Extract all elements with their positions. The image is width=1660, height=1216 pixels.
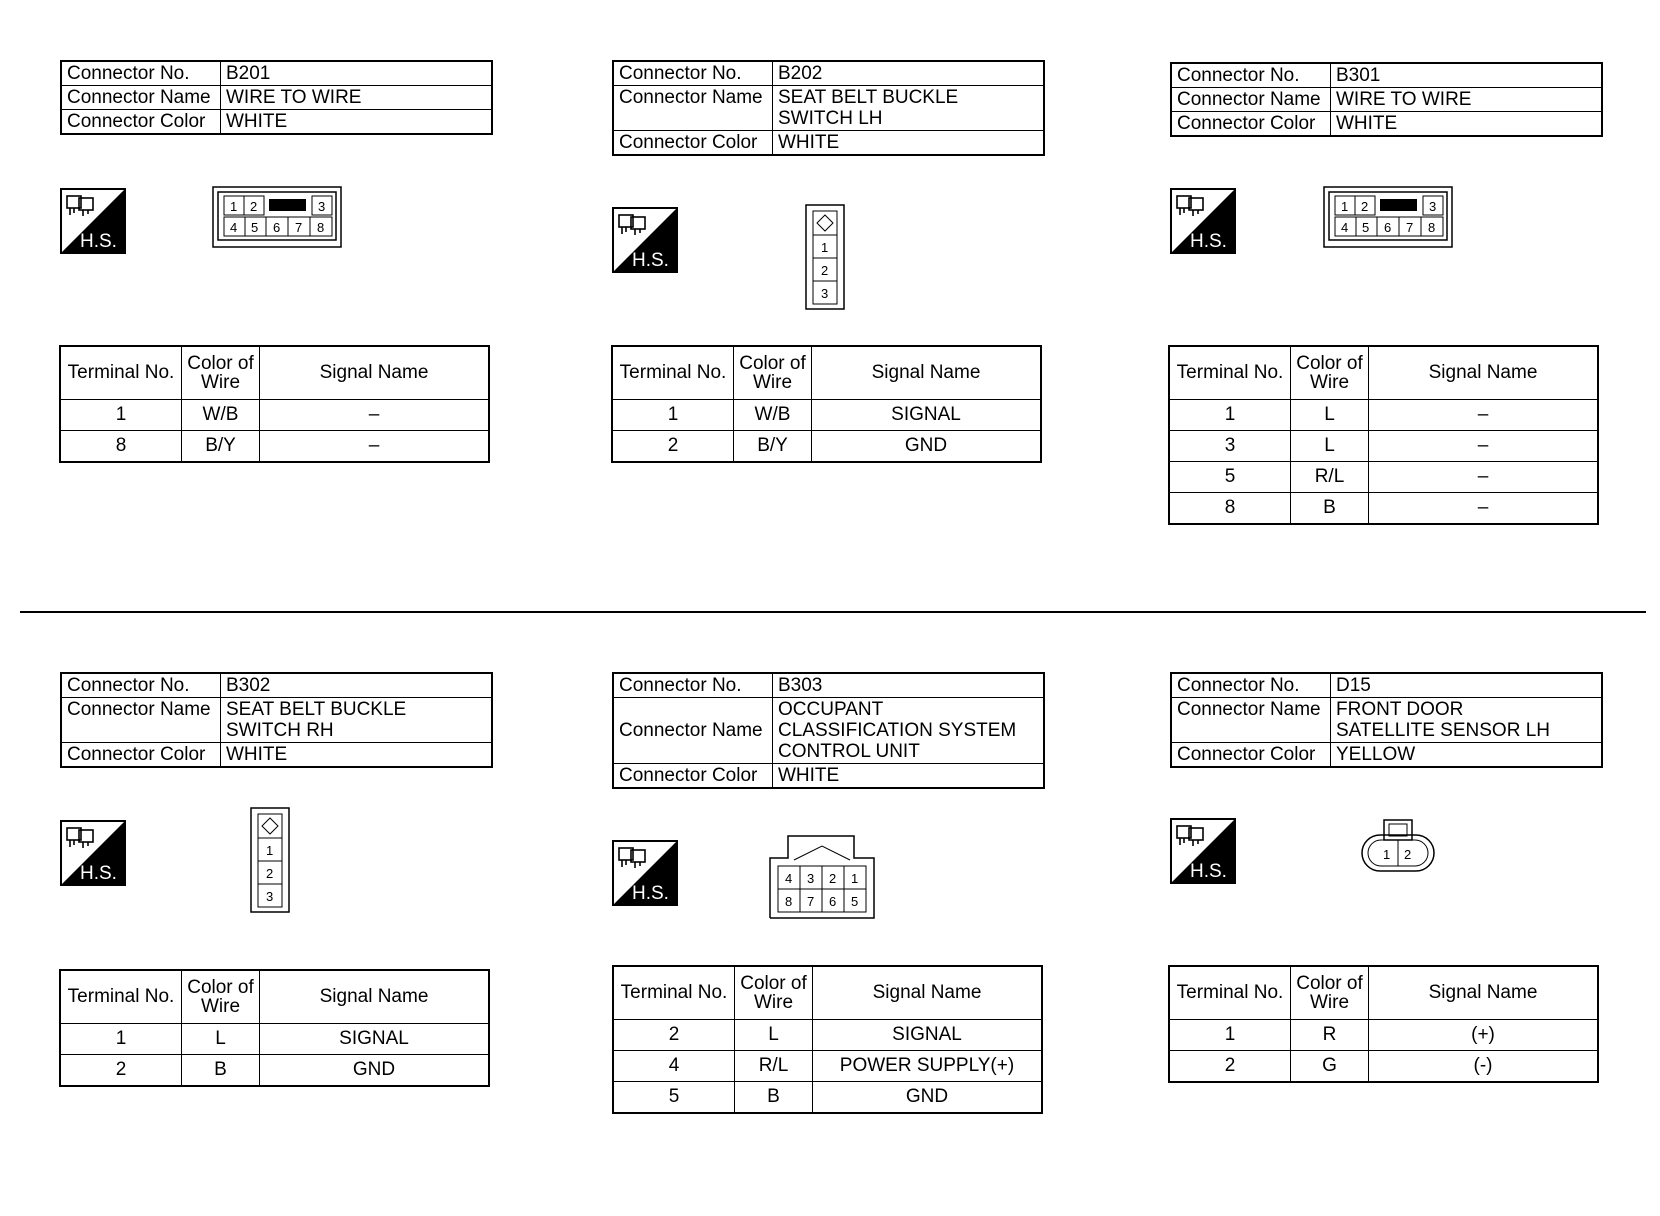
wire-cell: L bbox=[1291, 400, 1369, 431]
connector-name-label: Connector Name bbox=[1171, 698, 1331, 743]
table-row bbox=[613, 1082, 1042, 1114]
terminal-block-b302 bbox=[59, 969, 499, 1087]
wire-cell: R/L bbox=[735, 1051, 813, 1082]
pin-label: 5 bbox=[251, 220, 259, 235]
pin-label: 7 bbox=[1406, 220, 1414, 235]
terminal-no-header: Terminal No. bbox=[612, 346, 734, 400]
terminal-block-b303 bbox=[612, 965, 1052, 1114]
connector-name-value: WIRE TO WIRE bbox=[221, 86, 493, 110]
connector-no-label: Connector No. bbox=[613, 673, 773, 698]
connector-info-table bbox=[1170, 62, 1603, 137]
wire-color-header: Color of Wire bbox=[182, 970, 260, 1024]
pin-label: 3 bbox=[807, 871, 815, 886]
wire-cell: B/Y bbox=[734, 431, 812, 463]
hs-badge-text: H.S. bbox=[80, 863, 117, 884]
pin-label: 1 bbox=[266, 843, 274, 858]
wire-cell: L bbox=[1291, 431, 1369, 462]
signal-cell: GND bbox=[812, 431, 1042, 463]
terminal-cell: 8 bbox=[60, 431, 182, 463]
table-row bbox=[1169, 400, 1598, 431]
connector-face-diagram bbox=[805, 204, 847, 312]
table-row bbox=[1169, 462, 1598, 493]
pin-label: 7 bbox=[807, 894, 815, 909]
connector-color-value: WHITE bbox=[773, 131, 1045, 156]
wire-cell: W/B bbox=[734, 400, 812, 431]
pin-label: 3 bbox=[266, 889, 274, 904]
connector-color-label: Connector Color bbox=[1171, 112, 1331, 137]
pin-label: 6 bbox=[1384, 220, 1392, 235]
signal-cell: (-) bbox=[1369, 1051, 1599, 1083]
connector-face-diagram bbox=[1360, 818, 1438, 876]
connector-info-table bbox=[60, 672, 493, 768]
pin-label: 4 bbox=[230, 220, 238, 235]
pin-label: 1 bbox=[1341, 199, 1349, 214]
connector-color-label: Connector Color bbox=[1171, 743, 1331, 768]
table-row bbox=[612, 431, 1041, 463]
harness-side-icon bbox=[1170, 818, 1238, 886]
connector-no-value: B301 bbox=[1331, 63, 1603, 88]
pin-label: 2 bbox=[829, 871, 837, 886]
terminal-cell: 2 bbox=[60, 1055, 182, 1087]
connector-face-diagram bbox=[250, 807, 292, 915]
pin-label: 1 bbox=[230, 199, 238, 214]
pin-label: 1 bbox=[821, 240, 829, 255]
wire-color-header: Color of Wire bbox=[734, 346, 812, 400]
pin-label: 2 bbox=[1404, 847, 1412, 862]
signal-name-header: Signal Name bbox=[1369, 966, 1599, 1020]
table-row bbox=[60, 1024, 489, 1055]
pin-label: 1 bbox=[1383, 847, 1391, 862]
wire-cell: B bbox=[182, 1055, 260, 1087]
connector-no-value: D15 bbox=[1331, 673, 1603, 698]
terminal-cell: 3 bbox=[1169, 431, 1291, 462]
signal-cell: SIGNAL bbox=[812, 400, 1042, 431]
hs-badge-text: H.S. bbox=[632, 250, 669, 271]
connector-no-label: Connector No. bbox=[61, 61, 221, 86]
connector-no-label: Connector No. bbox=[61, 673, 221, 698]
harness-side-icon bbox=[1170, 188, 1238, 256]
connector-name-label: Connector Name bbox=[1171, 88, 1331, 112]
signal-cell: (+) bbox=[1369, 1020, 1599, 1051]
terminal-cell: 1 bbox=[1169, 400, 1291, 431]
connector-info-table bbox=[1170, 672, 1603, 768]
connector-color-label: Connector Color bbox=[613, 131, 773, 156]
section-divider bbox=[20, 611, 1646, 613]
connector-name-label: Connector Name bbox=[61, 698, 221, 743]
terminal-cell: 4 bbox=[613, 1051, 735, 1082]
signal-cell: – bbox=[1369, 400, 1599, 431]
connector-color-label: Connector Color bbox=[61, 110, 221, 135]
wire-color-header: Color of Wire bbox=[735, 966, 813, 1020]
pin-label: 8 bbox=[1428, 220, 1436, 235]
connector-block-b301 bbox=[1170, 62, 1610, 137]
connector-color-value: WHITE bbox=[221, 743, 493, 768]
wire-cell: B bbox=[735, 1082, 813, 1114]
hs-badge-text: H.S. bbox=[632, 883, 669, 904]
wire-color-header: Color of Wire bbox=[1291, 966, 1369, 1020]
hs-badge-text: H.S. bbox=[1190, 861, 1227, 882]
connector-no-value: B201 bbox=[221, 61, 493, 86]
terminal-cell: 2 bbox=[613, 1020, 735, 1051]
harness-side-icon bbox=[612, 207, 680, 275]
terminal-cell: 8 bbox=[1169, 493, 1291, 525]
table-row bbox=[60, 400, 489, 431]
terminal-no-header: Terminal No. bbox=[60, 346, 182, 400]
connector-name-value: FRONT DOOR SATELLITE SENSOR LH bbox=[1331, 698, 1603, 743]
terminal-no-header: Terminal No. bbox=[1169, 346, 1291, 400]
terminal-cell: 1 bbox=[612, 400, 734, 431]
terminal-table bbox=[1168, 345, 1599, 525]
wire-cell: L bbox=[182, 1024, 260, 1055]
terminal-block-b202 bbox=[611, 345, 1051, 463]
connector-color-label: Connector Color bbox=[613, 764, 773, 789]
pin-label: 2 bbox=[1361, 199, 1369, 214]
connector-face-diagram bbox=[1323, 186, 1455, 250]
wire-cell: W/B bbox=[182, 400, 260, 431]
terminal-cell: 1 bbox=[60, 400, 182, 431]
wire-cell: R bbox=[1291, 1020, 1369, 1051]
pin-label: 2 bbox=[821, 263, 829, 278]
connector-no-value: B302 bbox=[221, 673, 493, 698]
connector-name-label: Connector Name bbox=[61, 86, 221, 110]
pin-label: 5 bbox=[851, 894, 859, 909]
connector-no-label: Connector No. bbox=[1171, 673, 1331, 698]
signal-cell: SIGNAL bbox=[260, 1024, 490, 1055]
terminal-cell: 2 bbox=[612, 431, 734, 463]
pin-label: 3 bbox=[1429, 199, 1437, 214]
pin-label: 5 bbox=[1362, 220, 1370, 235]
connector-color-label: Connector Color bbox=[61, 743, 221, 768]
signal-name-header: Signal Name bbox=[260, 970, 490, 1024]
connector-info-table bbox=[612, 60, 1045, 156]
harness-side-icon bbox=[60, 820, 128, 888]
table-row bbox=[1169, 1020, 1598, 1051]
wire-cell: B/Y bbox=[182, 431, 260, 463]
harness-side-icon bbox=[612, 840, 680, 908]
signal-name-header: Signal Name bbox=[813, 966, 1043, 1020]
connector-face-diagram bbox=[768, 834, 880, 920]
connector-color-value: YELLOW bbox=[1331, 743, 1603, 768]
terminal-table bbox=[59, 969, 490, 1087]
signal-cell: – bbox=[260, 431, 490, 463]
pin-label: 4 bbox=[1341, 220, 1349, 235]
signal-cell: – bbox=[1369, 431, 1599, 462]
pin-label: 2 bbox=[266, 866, 274, 881]
terminal-cell: 2 bbox=[1169, 1051, 1291, 1083]
table-row bbox=[613, 1020, 1042, 1051]
terminal-table bbox=[611, 345, 1042, 463]
connector-info-table bbox=[60, 60, 493, 135]
connector-name-value: SEAT BELT BUCKLE SWITCH LH bbox=[773, 86, 1045, 131]
terminal-table bbox=[59, 345, 490, 463]
wire-cell: L bbox=[735, 1020, 813, 1051]
table-row bbox=[1169, 431, 1598, 462]
connector-no-label: Connector No. bbox=[613, 61, 773, 86]
connector-name-value: OCCUPANT CLASSIFICATION SYSTEM CONTROL UNIT bbox=[773, 698, 1045, 764]
connector-block-b302 bbox=[60, 672, 500, 768]
signal-cell: – bbox=[260, 400, 490, 431]
connector-block-d15 bbox=[1170, 672, 1610, 768]
wire-cell: G bbox=[1291, 1051, 1369, 1083]
table-row bbox=[60, 1055, 489, 1087]
table-row bbox=[613, 1051, 1042, 1082]
connector-block-b202 bbox=[612, 60, 1052, 156]
table-row bbox=[1169, 493, 1598, 525]
pin-label: 4 bbox=[785, 871, 793, 886]
connector-no-value: B303 bbox=[773, 673, 1045, 698]
pin-label: 7 bbox=[295, 220, 303, 235]
pin-label: 8 bbox=[785, 894, 793, 909]
terminal-cell: 5 bbox=[1169, 462, 1291, 493]
connector-no-value: B202 bbox=[773, 61, 1045, 86]
signal-name-header: Signal Name bbox=[812, 346, 1042, 400]
signal-name-header: Signal Name bbox=[1369, 346, 1599, 400]
pin-label: 6 bbox=[829, 894, 837, 909]
table-row bbox=[1169, 1051, 1598, 1083]
signal-cell: SIGNAL bbox=[813, 1020, 1043, 1051]
pin-label: 1 bbox=[851, 871, 859, 886]
connector-name-label: Connector Name bbox=[613, 698, 773, 764]
signal-cell: GND bbox=[260, 1055, 490, 1087]
connector-block-b201 bbox=[60, 60, 500, 135]
wire-cell: B bbox=[1291, 493, 1369, 525]
terminal-cell: 5 bbox=[613, 1082, 735, 1114]
terminal-cell: 1 bbox=[60, 1024, 182, 1055]
terminal-no-header: Terminal No. bbox=[1169, 966, 1291, 1020]
terminal-block-b301 bbox=[1168, 345, 1608, 525]
signal-cell: – bbox=[1369, 462, 1599, 493]
connector-info-table bbox=[612, 672, 1045, 789]
connector-face-diagram bbox=[212, 186, 344, 250]
terminal-cell: 1 bbox=[1169, 1020, 1291, 1051]
pin-label: 2 bbox=[250, 199, 258, 214]
harness-side-icon bbox=[60, 188, 128, 256]
terminal-no-header: Terminal No. bbox=[60, 970, 182, 1024]
signal-cell: GND bbox=[813, 1082, 1043, 1114]
pin-label: 3 bbox=[318, 199, 326, 214]
hs-badge-text: H.S. bbox=[1190, 231, 1227, 252]
connector-name-value: SEAT BELT BUCKLE SWITCH RH bbox=[221, 698, 493, 743]
signal-name-header: Signal Name bbox=[260, 346, 490, 400]
connector-name-label: Connector Name bbox=[613, 86, 773, 131]
wire-color-header: Color of Wire bbox=[1291, 346, 1369, 400]
wire-color-header: Color of Wire bbox=[182, 346, 260, 400]
table-row bbox=[60, 431, 489, 463]
connector-color-value: WHITE bbox=[773, 764, 1045, 789]
signal-cell: POWER SUPPLY(+) bbox=[813, 1051, 1043, 1082]
signal-cell: – bbox=[1369, 493, 1599, 525]
table-row bbox=[612, 400, 1041, 431]
hs-badge-text: H.S. bbox=[80, 231, 117, 252]
connector-color-value: WHITE bbox=[221, 110, 493, 135]
connector-block-b303 bbox=[612, 672, 1052, 789]
wire-cell: R/L bbox=[1291, 462, 1369, 493]
pin-label: 6 bbox=[273, 220, 281, 235]
terminal-table bbox=[1168, 965, 1599, 1083]
terminal-table bbox=[612, 965, 1043, 1114]
connector-name-value: WIRE TO WIRE bbox=[1331, 88, 1603, 112]
terminal-no-header: Terminal No. bbox=[613, 966, 735, 1020]
terminal-block-d15 bbox=[1168, 965, 1608, 1083]
connector-color-value: WHITE bbox=[1331, 112, 1603, 137]
pin-label: 8 bbox=[317, 220, 325, 235]
connector-no-label: Connector No. bbox=[1171, 63, 1331, 88]
terminal-block-b201 bbox=[59, 345, 499, 463]
pin-label: 3 bbox=[821, 286, 829, 301]
